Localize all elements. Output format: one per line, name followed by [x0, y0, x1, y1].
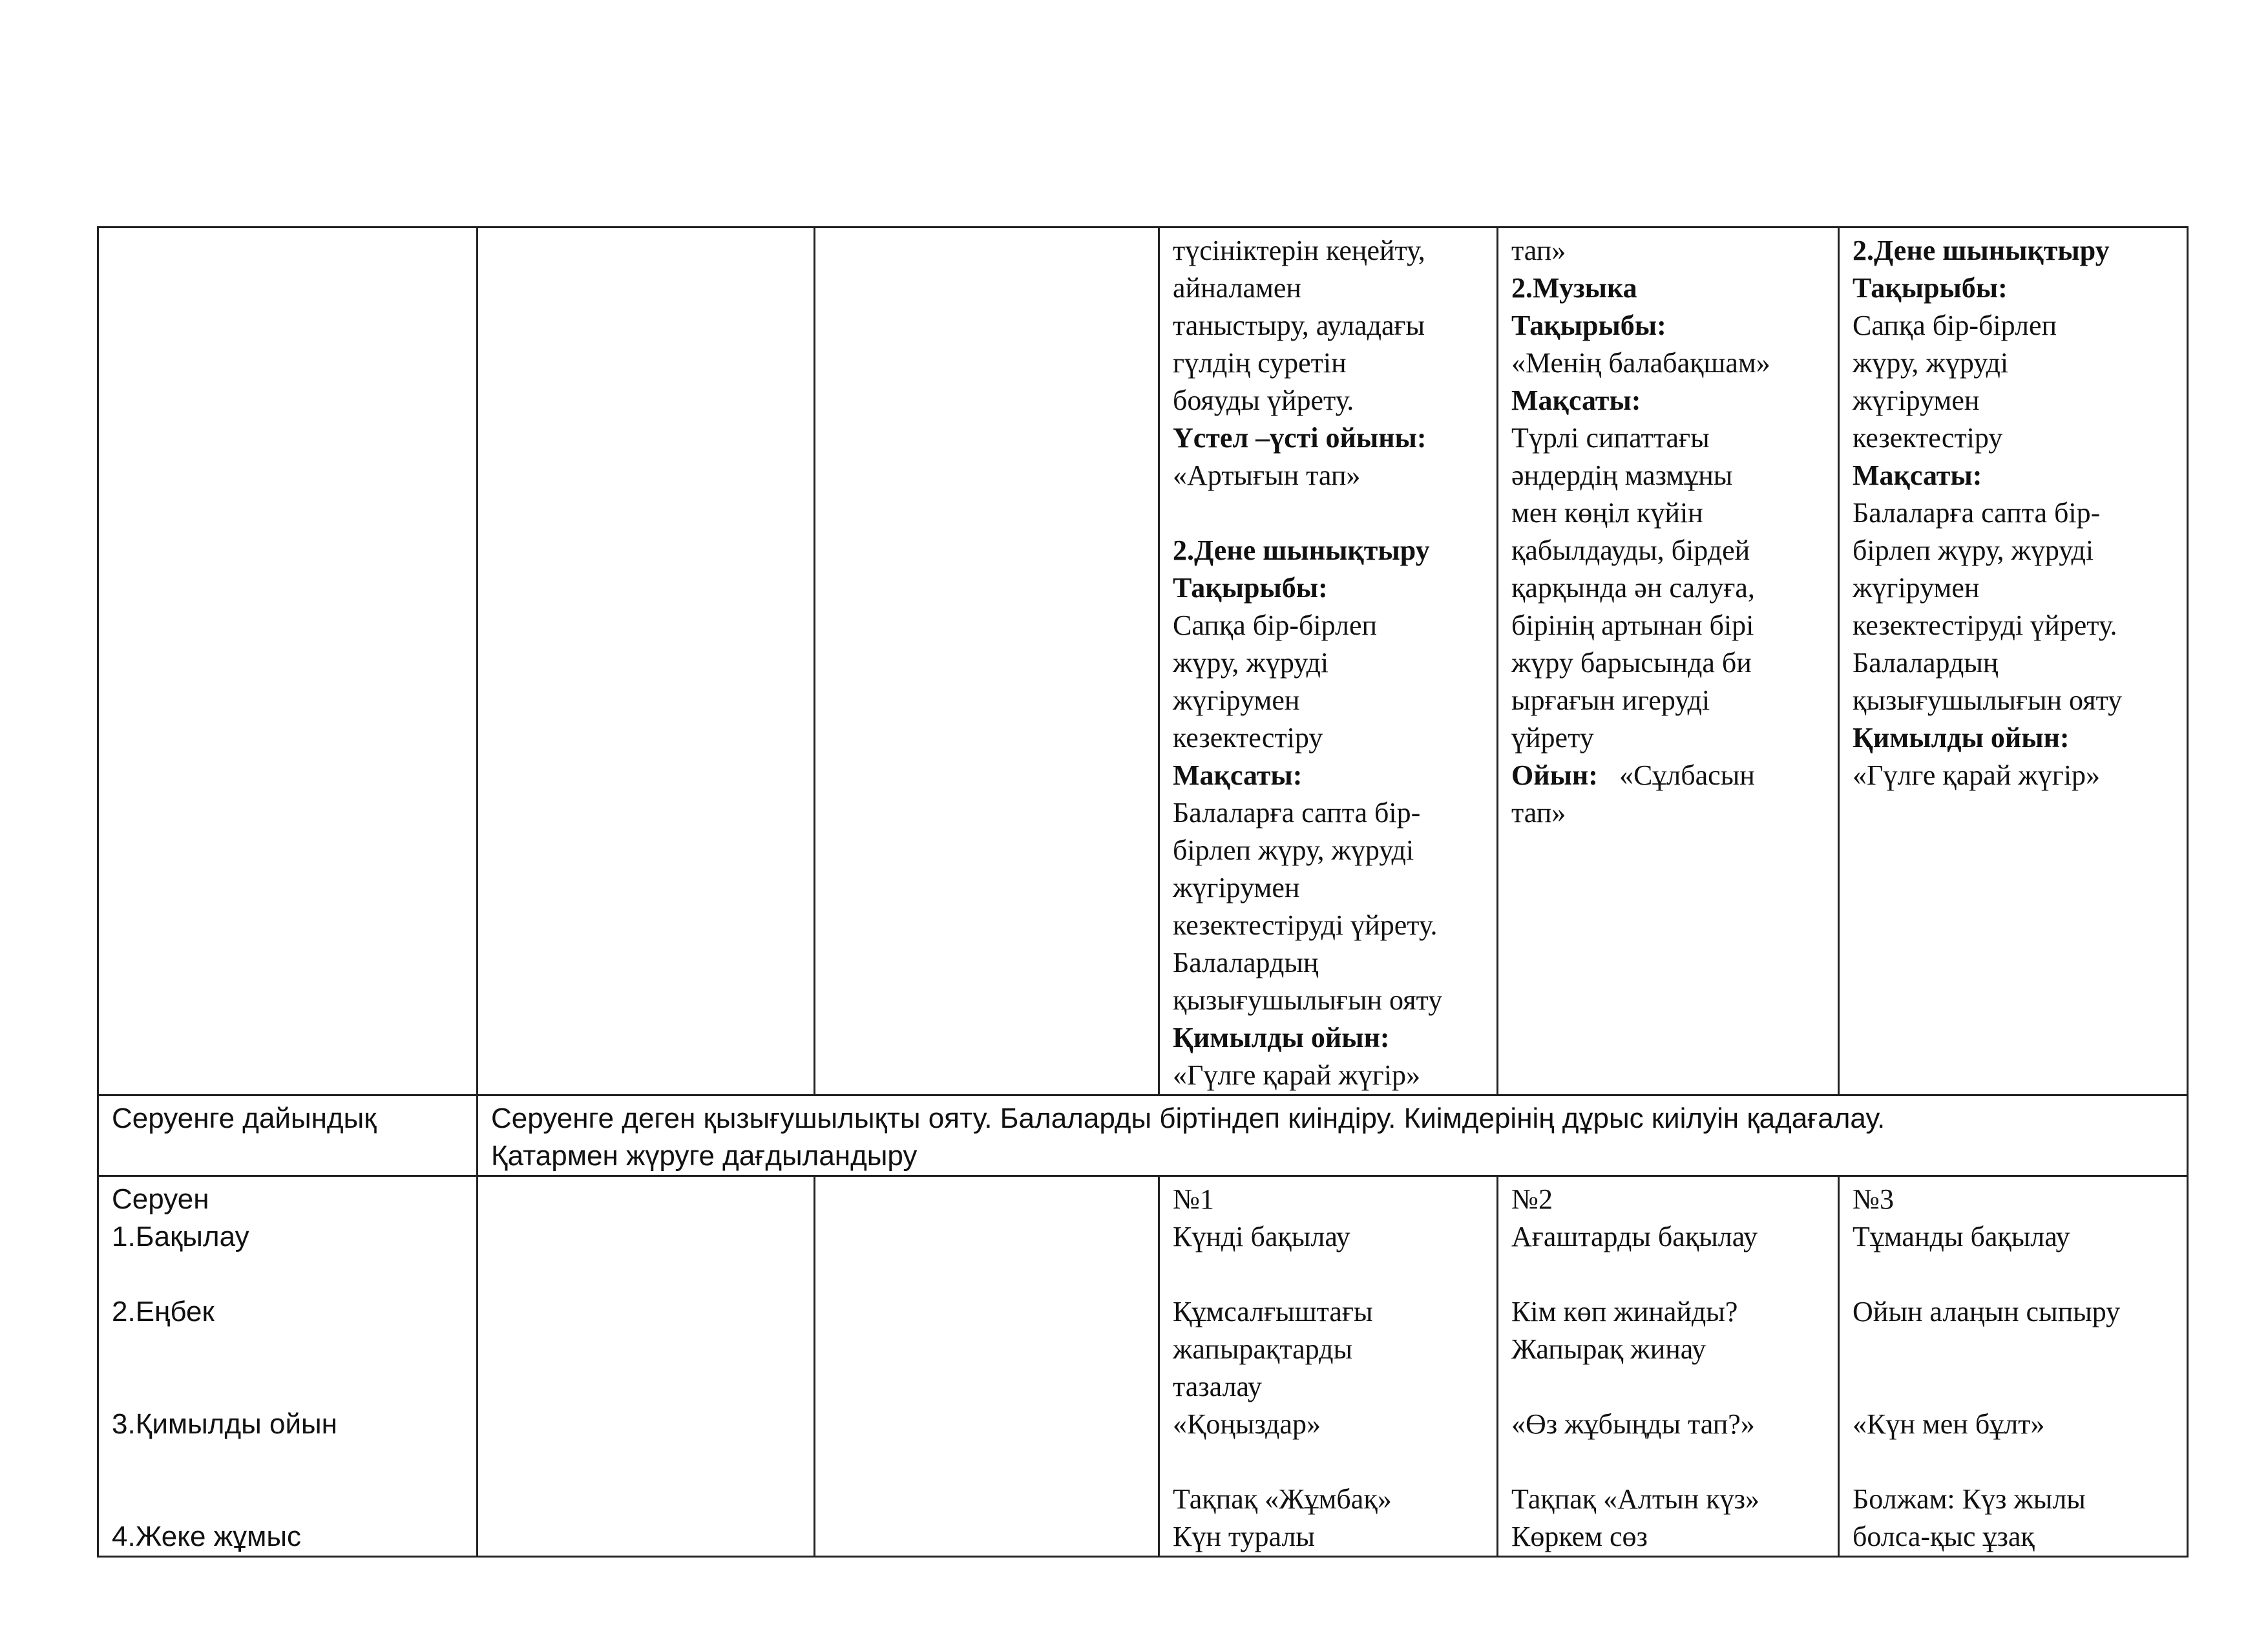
- text-line: «Гүлге қарай жүгір»: [1173, 1059, 1421, 1091]
- walk-individual-label: 4.Жеке жұмыс: [112, 1521, 302, 1552]
- section-heading: 2.Музыка: [1511, 272, 1637, 304]
- game-name: «Сұлбасын: [1619, 759, 1755, 791]
- walk-row: [98, 1176, 2188, 1557]
- walk-game: «Өз жұбыңды тап?»: [1511, 1408, 1755, 1440]
- text-line: әндердің мазмұны: [1511, 460, 1733, 491]
- spacer: [112, 1368, 467, 1406]
- walk-work: Құмсалғыштағы: [1173, 1296, 1373, 1327]
- walk-label-cell: [98, 1176, 478, 1557]
- spacer: [1173, 494, 1487, 532]
- section-heading: Тақырыбы:: [1853, 272, 2008, 304]
- walk-work: жапырақтарды: [1173, 1333, 1353, 1365]
- spacer: [1853, 1368, 2178, 1406]
- walk-individual: болса-қыс ұзақ: [1853, 1521, 2035, 1552]
- section-heading: 2.Дене шынықтыру: [1853, 235, 2110, 266]
- text-line: бірлеп жүру, жүруді: [1853, 534, 2094, 566]
- section-heading: Үстел –үсті ойыны:: [1173, 422, 1427, 454]
- text-line: «Менің балабақшам»: [1511, 347, 1770, 379]
- walk-work: Кім көп жинайды?: [1511, 1296, 1738, 1327]
- activities-row: [98, 227, 2188, 1095]
- section-heading: Мақсаты:: [1173, 759, 1303, 791]
- walk-number: №3: [1853, 1183, 1894, 1215]
- text-line: Сапқа бір-бірлеп: [1853, 310, 2057, 341]
- text-line: жүгірумен: [1853, 385, 1980, 416]
- spacer: [1853, 1256, 2178, 1293]
- text-line: жүгірумен: [1173, 684, 1300, 716]
- walk-empty-cell-1: [478, 1176, 815, 1557]
- text-line: Балалардың: [1173, 947, 1319, 978]
- walk-individual: Тақпақ «Алтын күз»: [1511, 1483, 1759, 1515]
- walk-observation: Ағаштарды бақылау: [1511, 1221, 1758, 1252]
- text-line: жүру, жүруді: [1853, 347, 2009, 379]
- text-line: Қатармен жүруге дағдыландыру: [491, 1140, 918, 1172]
- text-line: түсініктерін кеңейту,: [1173, 235, 1425, 266]
- text-line: жүру, жүруді: [1173, 647, 1329, 679]
- text-line: бірінің артынан бірі: [1511, 609, 1754, 641]
- text-line: Серуенге деген қызығушылықты ояту. Балаларды біртіндеп киіндіру. Киімдерінің дұрыс киілуін қадағалау.: [491, 1103, 1885, 1134]
- activities-day-3-cell: [1159, 227, 1498, 1095]
- text-line: кезектестіруді үйрету.: [1173, 909, 1438, 941]
- spacer: [112, 1443, 467, 1481]
- text-line: кезектестіру: [1173, 722, 1323, 754]
- spacer: [1853, 1443, 2178, 1481]
- walk-day-1-cell: [1159, 1176, 1498, 1557]
- walk-individual: Болжам: Күз жылы: [1853, 1483, 2086, 1515]
- walk-empty-cell-2: [815, 1176, 1159, 1557]
- preparation-row: [98, 1095, 2188, 1176]
- empty-day-cell-2: [815, 227, 1159, 1095]
- daily-plan-table: [97, 226, 2189, 1558]
- spacer: [112, 1256, 467, 1293]
- text-line: Балалардың: [1853, 647, 1999, 679]
- spacer: [1173, 1256, 1487, 1293]
- section-heading: Тақырыбы:: [1173, 572, 1328, 604]
- walk-individual: Тақпақ «Жұмбақ»: [1173, 1483, 1392, 1515]
- spacer: [112, 1331, 467, 1368]
- walk-game: «Қоңыздар»: [1173, 1408, 1321, 1440]
- text-line: үйрету: [1511, 722, 1594, 754]
- text-line: қабылдауды, бірдей: [1511, 534, 1750, 566]
- game-heading: Ойын:: [1511, 759, 1598, 791]
- walk-observation-label: 1.Бақылау: [112, 1221, 249, 1252]
- text-line: таныстыру, ауладағы: [1173, 310, 1425, 341]
- spacer: [1511, 1443, 1829, 1481]
- preparation-label: Серуенге дайындық: [112, 1103, 377, 1134]
- section-heading: Мақсаты:: [1853, 460, 1982, 491]
- spacer: [1173, 1443, 1487, 1481]
- text-line: кезектестіруді үйрету.: [1853, 609, 2117, 641]
- section-heading: Қимылды ойын:: [1853, 722, 2070, 754]
- spacer: [112, 1481, 467, 1518]
- walk-observation: Тұманды бақылау: [1853, 1221, 2070, 1252]
- text-line: қарқында ән салуға,: [1511, 572, 1755, 604]
- walk-observation: Күнді бақылау: [1173, 1221, 1350, 1252]
- walk-work: Ойын алаңын сыпыру: [1853, 1296, 2121, 1327]
- spacer: [1511, 1368, 1829, 1406]
- walk-number: №2: [1511, 1183, 1553, 1215]
- text-line: [1511, 757, 1829, 794]
- text-line: қызығушылығын ояту: [1853, 684, 2123, 716]
- walk-individual: Күн туралы: [1173, 1521, 1315, 1552]
- text-line: Балаларға сапта бір-: [1853, 497, 2101, 529]
- walk-day-3-cell: [1839, 1176, 2188, 1557]
- text-line: тап»: [1511, 797, 1566, 829]
- text-line: жүру барысында би: [1511, 647, 1752, 679]
- section-heading: 2.Дене шынықтыру: [1173, 534, 1430, 566]
- text-line: мен көңіл күйін: [1511, 497, 1703, 529]
- walk-work-label: 2.Еңбек: [112, 1296, 215, 1327]
- text-line: «Артығын тап»: [1173, 460, 1361, 491]
- text-line: тап»: [1511, 235, 1566, 266]
- text-line: жүгірумен: [1853, 572, 1980, 604]
- section-heading: Тақырыбы:: [1511, 310, 1666, 341]
- walk-title: Серуен: [112, 1183, 209, 1215]
- text-line: Сапқа бір-бірлеп: [1173, 609, 1378, 641]
- preparation-text-cell: [478, 1095, 2188, 1176]
- walk-individual: Көркем сөз: [1511, 1521, 1648, 1552]
- text-line: бояуды үйрету.: [1173, 385, 1354, 416]
- text-line: қызығушылығын ояту: [1173, 984, 1443, 1016]
- walk-number: №1: [1173, 1183, 1214, 1215]
- document-sheet: [97, 226, 2189, 1558]
- text-line: жүгірумен: [1173, 872, 1300, 903]
- empty-day-cell-1: [478, 227, 815, 1095]
- walk-game: «Күн мен бұлт»: [1853, 1408, 2045, 1440]
- walk-work: тазалау: [1173, 1371, 1262, 1402]
- text-line: ырғағын игеруді: [1511, 684, 1710, 716]
- text-line: бірлеп жүру, жүруді: [1173, 834, 1414, 866]
- text-line: кезектестіру: [1853, 422, 2003, 454]
- text-line: «Гүлге қарай жүгір»: [1853, 759, 2101, 791]
- preparation-label-cell: [98, 1095, 478, 1176]
- text-line: айналамен: [1173, 272, 1301, 304]
- spacer: [1853, 1331, 2178, 1368]
- text-line: Түрлі сипаттағы: [1511, 422, 1710, 454]
- text-line: гүлдің суретін: [1173, 347, 1347, 379]
- section-heading: Мақсаты:: [1511, 385, 1641, 416]
- empty-label-cell: [98, 227, 478, 1095]
- activities-day-5-cell: [1839, 227, 2188, 1095]
- walk-game-label: 3.Қимылды ойын: [112, 1408, 337, 1440]
- walk-work: Жапырақ жинау: [1511, 1333, 1706, 1365]
- walk-day-2-cell: [1498, 1176, 1839, 1557]
- text-line: Балаларға сапта бір-: [1173, 797, 1421, 829]
- spacer: [1511, 1256, 1829, 1293]
- activities-day-4-cell: [1498, 227, 1839, 1095]
- section-heading: Қимылды ойын:: [1173, 1022, 1390, 1053]
